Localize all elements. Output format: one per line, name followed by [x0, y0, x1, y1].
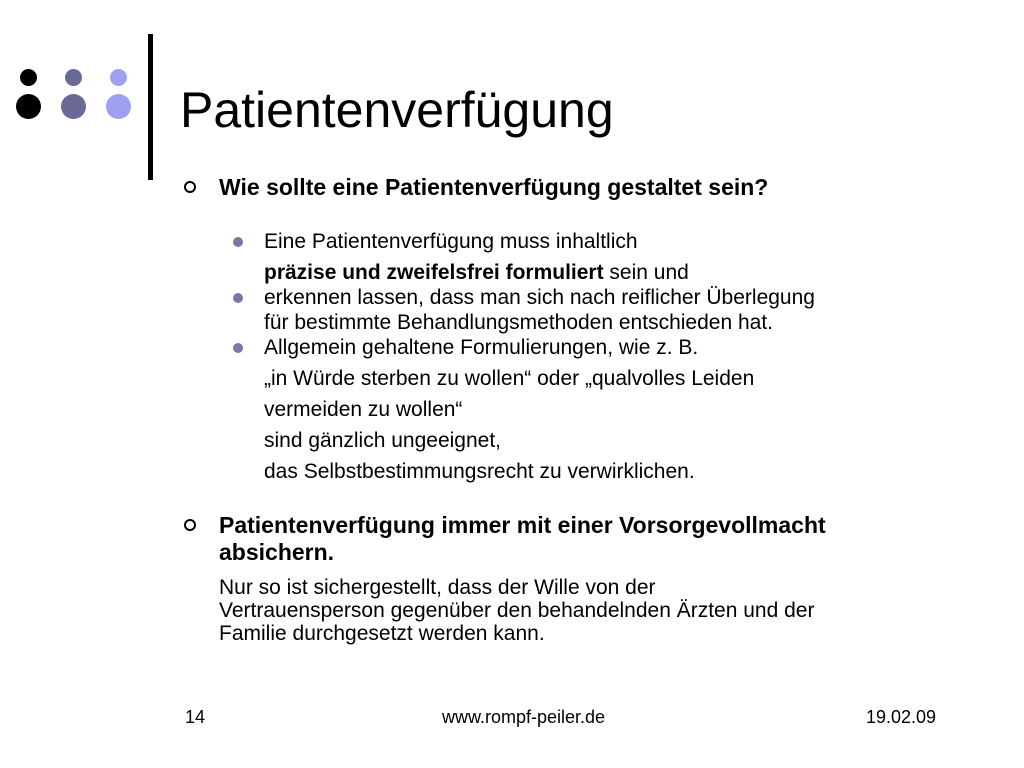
bullet-dot-icon [233, 237, 243, 247]
large-dot-black [16, 94, 41, 119]
section-heading-2-line: Patientenverfügung immer mit einer Vorsorgevollmacht [219, 512, 826, 538]
list-item-line: sind gänzlich ungeeignet, [264, 429, 502, 452]
small-dot-lavender [110, 69, 127, 86]
section-heading-1-text: Wie sollte eine Patientenverfügung gestaltet sein? [219, 174, 769, 200]
slide-title: Patientenverfügung [180, 82, 614, 138]
section-heading-2 [180, 512, 980, 566]
note-line: Familie durchgesetzt werden kann. [219, 622, 545, 645]
note-line: Nur so ist sichergestellt, dass der Wille von der [219, 576, 656, 599]
list-item-line: „in Würde sterben zu wollen“ oder „qualvolles Leiden [264, 367, 755, 390]
list-item-line: vermeiden zu wollen“ [264, 398, 463, 421]
decorative-dots [0, 0, 160, 200]
footer-website: www.rompf-peiler.de [442, 707, 606, 727]
list-item-line: erkennen lassen, dass man sich nach reiflicher Überlegung [264, 286, 815, 309]
footer-date: 19.02.09 [866, 707, 937, 727]
list-item-line: Allgemein gehaltene Formulierungen, wie z. B. [264, 336, 699, 359]
note-line: Vertrauensperson gegenüber den behandelnden Ärzten und der [219, 599, 815, 622]
list-item-line: für bestimmte Behandlungsmethoden entschieden hat. [264, 311, 773, 334]
section-heading-2-line: absichern. [219, 539, 335, 565]
bullet-dot-icon [233, 293, 243, 303]
title-divider [148, 34, 153, 180]
sub-bullet-list [180, 229, 980, 484]
emphasis-text: präzise und zweifelsfrei formuliert [264, 261, 604, 284]
list-item [264, 285, 980, 335]
small-dot-black [20, 69, 37, 86]
list-item [264, 335, 980, 484]
list-item-line: Eine Patientenverfügung muss inhaltlich [264, 230, 638, 253]
list-item-line [264, 260, 980, 285]
list-item-text: sein und [603, 261, 689, 284]
ring-bullet-icon [184, 181, 196, 193]
section-note [180, 576, 980, 645]
small-dot-purple [65, 69, 82, 86]
list-item-line: das Selbstbestimmungsrecht zu verwirklichen. [264, 460, 695, 483]
page-number: 14 [185, 707, 206, 727]
large-dot-lavender [106, 94, 131, 119]
bullet-dot-icon [233, 343, 243, 353]
slide-content [180, 174, 980, 645]
ring-bullet-icon [184, 519, 196, 531]
list-item [264, 229, 980, 285]
section-heading-1 [180, 174, 980, 201]
large-dot-purple [61, 94, 86, 119]
